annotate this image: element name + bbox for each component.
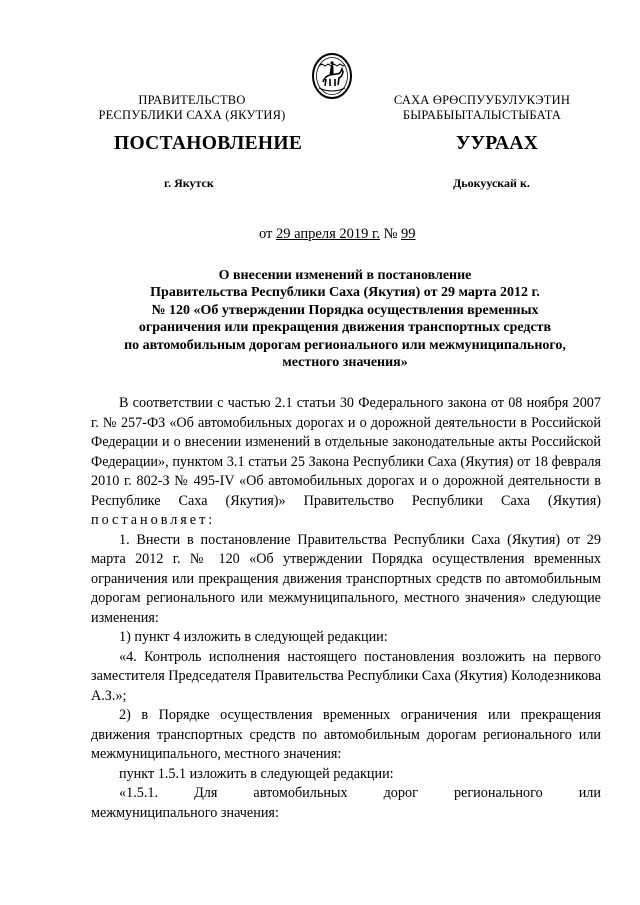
- city-yakut: Дьокуускай к.: [453, 176, 530, 190]
- decree-word: постановляет:: [91, 512, 216, 528]
- header-right-block: [382, 93, 582, 123]
- coat-of-arms-emblem: [311, 52, 353, 100]
- title-line: Правительства Республики Саха (Якутия) от 29 марта 2012 г.: [150, 285, 540, 301]
- city-russian: г. Якутск: [164, 176, 214, 190]
- header-left-block: [92, 93, 292, 123]
- body-paragraph-subitem-2: 2) в Порядке осуществления временных ограничения или прекращения движения транспортных средств по автомобильным дорогам регионального или межмуниципального, местного значения:: [91, 707, 601, 762]
- header-left-line1: ПРАВИТЕЛЬСТВО: [138, 93, 246, 107]
- body-paragraph-quote-151-line1: «1.5.1. Для автомобильных дорог регионального или: [119, 785, 601, 801]
- header-left-line2: РЕСПУБЛИКИ САХА (ЯКУТИЯ): [98, 108, 286, 122]
- doc-type-yakut: УУРААХ: [456, 133, 539, 154]
- body-paragraph-preamble: [91, 394, 601, 531]
- body-paragraph-quote-4: «4. Контроль исполнения настоящего постановления возложить на первого заместителя Председателя Правительства Республики Саха (Якутия) Колодезникова А.З.»;: [91, 648, 601, 704]
- body-paragraph-item-1: 1. Внести в постановление Правительства Республики Саха (Якутия) от 29 марта 2012 г. № 120 «Об утверждении Порядка осуществления временных ограничения или прекращения движения транспортных средств по автомобильным дорогам регионального или межмуниципального, местного значения» следующие изменения:: [91, 531, 601, 626]
- dateline: [259, 226, 416, 243]
- title-line: № 120 «Об утверждении Порядка осуществления временных: [151, 302, 539, 318]
- header-right-line1: САХА ӨРӨСПУУБУЛУКЭТИН: [393, 93, 571, 107]
- preamble-text: В соответствии с частью 2.1 статьи 30 Федерального закона от 08 ноября 2007 г. № 257-ФЗ «Об автомобильных дорогах и о дорожной деятельности в Российской Федерации и о внесении изменений в отдельные законодательные акты Российской Федерации», пунктом 3.1 статьи 25 Закона Республики Саха (Якутия) от 18 февраля 2010 г. 802-З № 495-IV «Об автомобильных дорогах и о дорожной деятельности в Республике Саха (Якутия)» Правительство Республики Саха (Якутия): [91, 395, 601, 509]
- dateline-number: 99: [401, 226, 416, 242]
- body-paragraph-subitem-1: 1) пункт 4 изложить в следующей редакции:: [119, 629, 388, 645]
- dateline-prefix: от: [259, 226, 277, 242]
- header-right-line2: БЫРАБЫЫТАЛЫСТЫБАТА: [402, 108, 562, 122]
- document-title: [90, 267, 600, 371]
- body-paragraph-quote-151-line2: межмуниципального значения:: [91, 804, 279, 821]
- document-body: [91, 394, 601, 823]
- dateline-number-prefix: №: [379, 226, 402, 242]
- body-paragraph-clause: пункт 1.5.1 изложить в следующей редакции:: [119, 765, 394, 782]
- title-line: местного значения»: [282, 355, 408, 371]
- title-line: О внесении изменений в постановление: [218, 268, 472, 283]
- title-line: ограничения или прекращения движения транспортных средств: [138, 320, 552, 336]
- doc-type-russian: ПОСТАНОВЛЕНИЕ: [114, 133, 303, 154]
- title-line: по автомобильным дорогам регионального или межмуниципального,: [124, 337, 566, 353]
- dateline-date: 29 апреля 2019 г.: [276, 226, 380, 242]
